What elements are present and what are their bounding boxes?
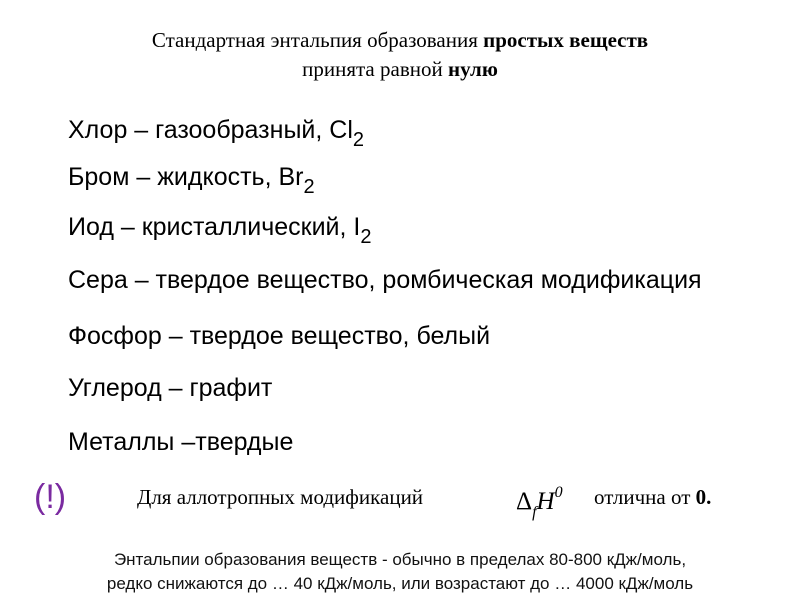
footer-line-2: редко снижаются до … 40 кДж/моль, или возрастают до … 4000 кДж/моль bbox=[106, 574, 694, 593]
allotrope-suffix bbox=[594, 485, 711, 510]
title-text-2: принята равной bbox=[302, 57, 448, 81]
item-iodine-sub: 2 bbox=[360, 226, 372, 248]
title-text-1: Стандартная энтальпия образования bbox=[151, 28, 484, 52]
item-phosphorus bbox=[68, 322, 490, 351]
item-chlorine-sub: 2 bbox=[352, 129, 365, 151]
item-chlorine bbox=[68, 116, 364, 152]
item-carbon-text: Углерод – графит bbox=[68, 374, 273, 402]
item-metals-text: Металлы –твердые bbox=[68, 428, 294, 456]
item-carbon bbox=[68, 374, 272, 403]
item-sulfur-text: Сера – твердое вещество, ромбическая модификация bbox=[68, 266, 702, 294]
formula-sub: f bbox=[532, 504, 537, 521]
title-bold-1: простых веществ bbox=[483, 28, 649, 52]
item-metals bbox=[68, 428, 293, 457]
allotrope-prefix: Для аллотропных модификаций bbox=[137, 485, 424, 509]
title-line-1 bbox=[0, 26, 800, 55]
formula-symbol: H bbox=[536, 488, 555, 515]
slide-title bbox=[0, 26, 800, 84]
suffix-text: отлична от bbox=[594, 485, 696, 509]
title-line-2 bbox=[0, 55, 800, 84]
item-bromine bbox=[68, 163, 315, 199]
footer-note bbox=[0, 548, 800, 596]
formula-sup: 0 bbox=[554, 484, 563, 501]
title-bold-2: нулю bbox=[447, 57, 498, 81]
item-iodine-text: Иод – кристаллический, I bbox=[68, 213, 361, 241]
item-phosphorus-text: Фосфор – твердое вещество, белый bbox=[68, 322, 491, 350]
formula-delta: Δ bbox=[516, 488, 533, 515]
footer-line-1: Энтальпии образования веществ - обычно в пределах 80-800 кДж/моль, bbox=[113, 550, 687, 569]
item-bromine-text: Бром – жидкость, Br bbox=[68, 163, 304, 191]
item-chlorine-text: Хлор – газообразный, Cl bbox=[68, 116, 353, 144]
item-iodine bbox=[68, 213, 371, 249]
enthalpy-formula bbox=[516, 484, 563, 522]
item-bromine-sub: 2 bbox=[303, 176, 315, 198]
exclamation-mark: (!) bbox=[34, 478, 67, 516]
item-sulfur bbox=[68, 266, 702, 295]
suffix-bold: 0. bbox=[695, 485, 712, 509]
